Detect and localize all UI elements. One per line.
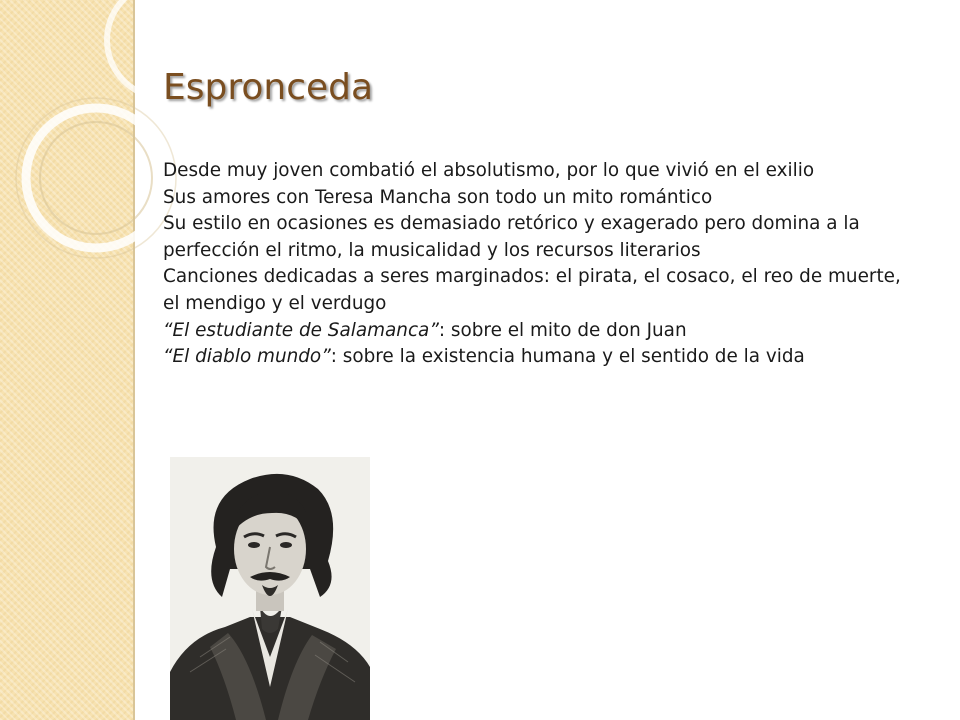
list-item: “El estudiante de Salamanca”: sobre el mito de don Juan — [163, 319, 687, 341]
work-title: “El estudiante de Salamanca” — [163, 319, 439, 341]
bullet-list — [163, 158, 908, 371]
list-item: Su estilo en ocasiones es demasiado retórico y exagerado pero domina a la perfección el ritmo, la musicalidad y los recursos literarios — [163, 213, 860, 261]
slide-title: Espronceda — [163, 67, 374, 108]
list-item: Desde muy joven combatió el absolutismo, por lo que vivió en el exilio — [163, 160, 815, 181]
list-item: “El diablo mundo”: sobre la existencia humana y el sentido de la vida — [163, 346, 805, 368]
list-item: Canciones dedicadas a seres marginados: el pirata, el cosaco, el reo de muerte, el mendigo y el verdugo — [163, 266, 901, 314]
list-item: Sus amores con Teresa Mancha son todo un mito romántico — [163, 186, 713, 208]
work-title: “El diablo mundo” — [163, 346, 331, 368]
portrait-image — [170, 457, 370, 720]
